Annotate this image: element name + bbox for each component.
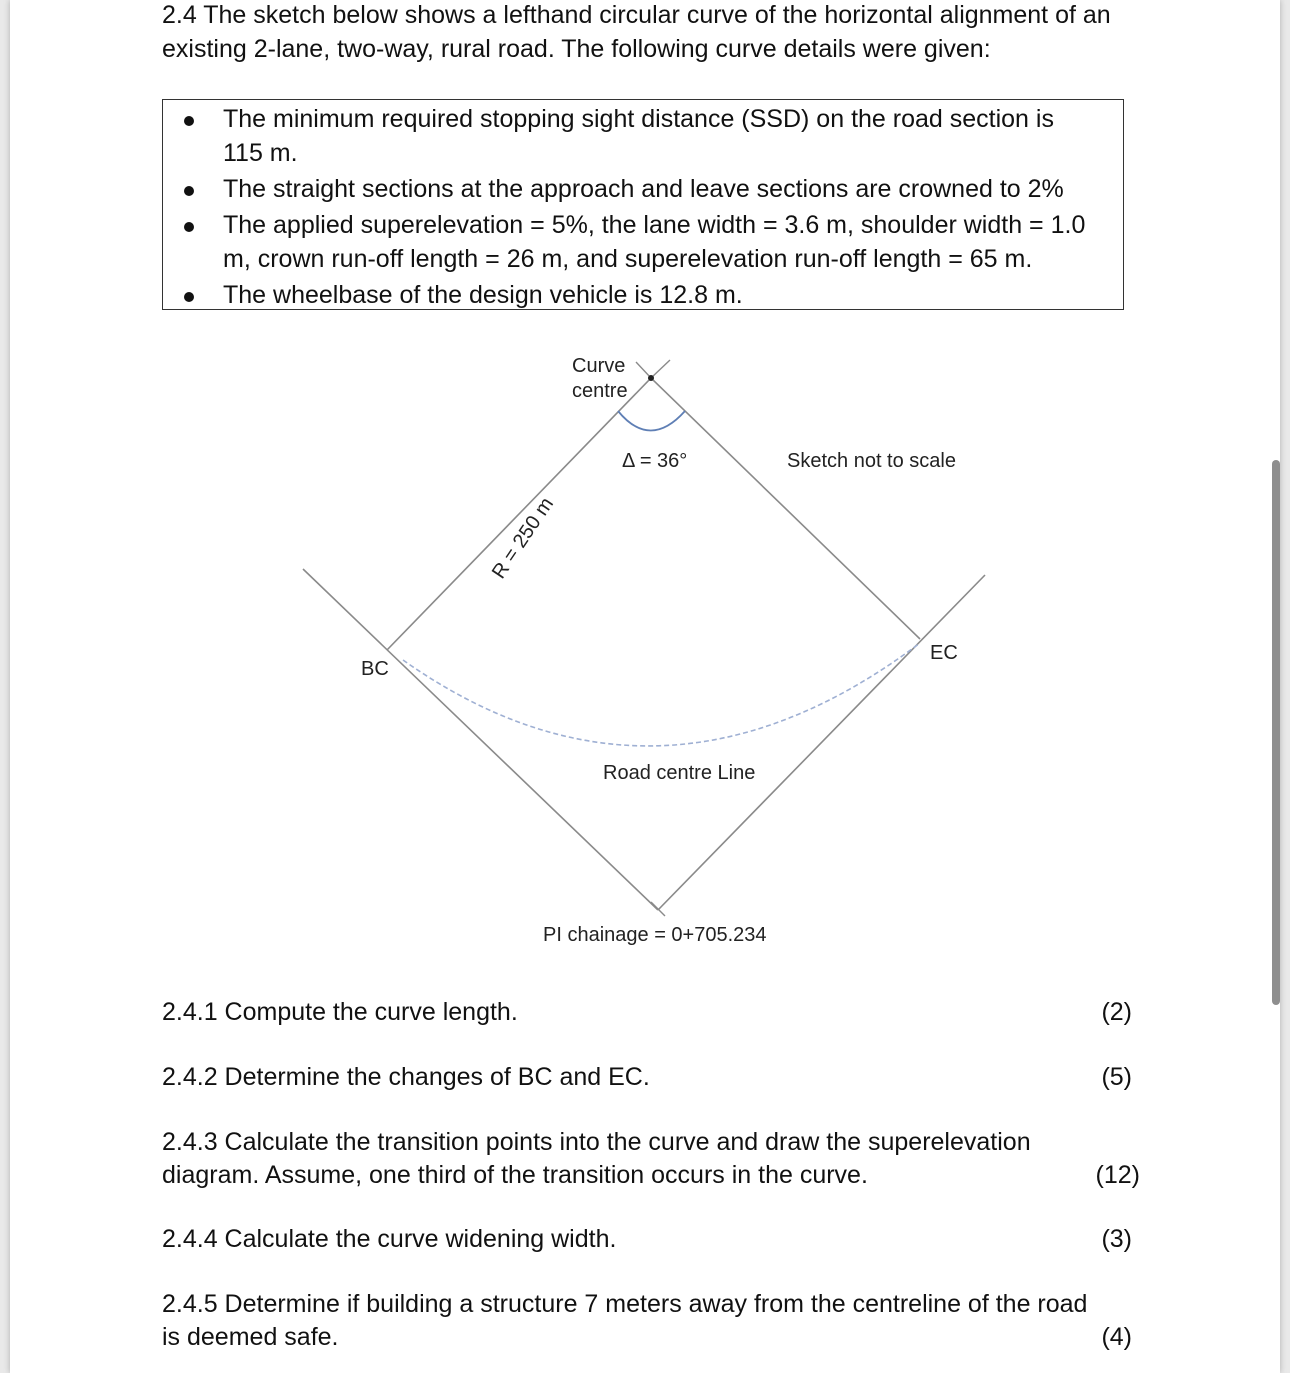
ec-label: EC: [930, 642, 958, 664]
question-2-4-4: 2.4.4 Calculate the curve widening width. (3): [162, 1223, 1132, 1256]
detail-item: The minimum required stopping sight distance (SSD) on the road section is 115 m.: [163, 102, 1123, 170]
intro-line-2: existing 2-lane, two-way, rural road. The following curve details were given:: [162, 35, 991, 63]
marks: (4): [1101, 1323, 1132, 1351]
intro-line-1: 2.4 The sketch below shows a lefthand circular curve of the horizontal alignment of an: [162, 1, 1111, 29]
bc-label: BC: [361, 658, 389, 680]
pi-chainage-label: PI chainage = 0+705.234: [543, 924, 767, 946]
marks: (3): [1101, 1225, 1132, 1253]
radius-line-bc: [387, 378, 651, 650]
vertical-scrollbar[interactable]: [1272, 460, 1280, 1005]
centre-extension-left: [636, 362, 651, 378]
marks: (2): [1101, 998, 1132, 1026]
not-to-scale-label: Sketch not to scale: [787, 450, 956, 472]
curve-centre-point: [648, 375, 654, 381]
radius-line-ec: [651, 378, 920, 639]
curve-centre-label-2: centre: [572, 380, 628, 402]
delta-label: Δ = 36°: [622, 450, 688, 472]
road-centre-line: [403, 643, 920, 746]
question-2-4-1: 2.4.1 Compute the curve length. (2): [162, 996, 1132, 1029]
marks: (12): [1095, 1161, 1140, 1189]
curve-centre-label-1: Curve: [572, 355, 626, 377]
question-2-4-5: 2.4.5 Determine if building a structure 7 meters away from the centreline of the road is deemed safe. (4): [162, 1288, 1132, 1354]
radius-label: R = 250 m: [487, 493, 559, 583]
detail-item: The wheelbase of the design vehicle is 12.8 m.: [163, 278, 1123, 312]
detail-item: The applied superelevation = 5%, the lane width = 3.6 m, shoulder width = 1.0 m, crown run-off length = 26 m, and superelevation run-off length = 65 m.: [163, 208, 1123, 276]
road-centre-line-label: Road centre Line: [603, 762, 756, 784]
approach-tangent-line: [303, 569, 658, 910]
delta-angle-arc: [618, 411, 685, 431]
detail-item: The straight sections at the approach and leave sections are crowned to 2%: [163, 172, 1123, 206]
question-2-4-2: 2.4.2 Determine the changes of BC and EC. (5): [162, 1061, 1132, 1094]
document-page: [10, 0, 1280, 1373]
marks: (5): [1101, 1063, 1132, 1091]
question-2-4-3: 2.4.3 Calculate the transition points into the curve and draw the superelevation diagram. Assume, one third of the transition occurs in the curve. (12): [162, 1126, 1136, 1192]
leave-tangent-line: [658, 575, 985, 910]
centre-extension-right: [651, 360, 670, 378]
